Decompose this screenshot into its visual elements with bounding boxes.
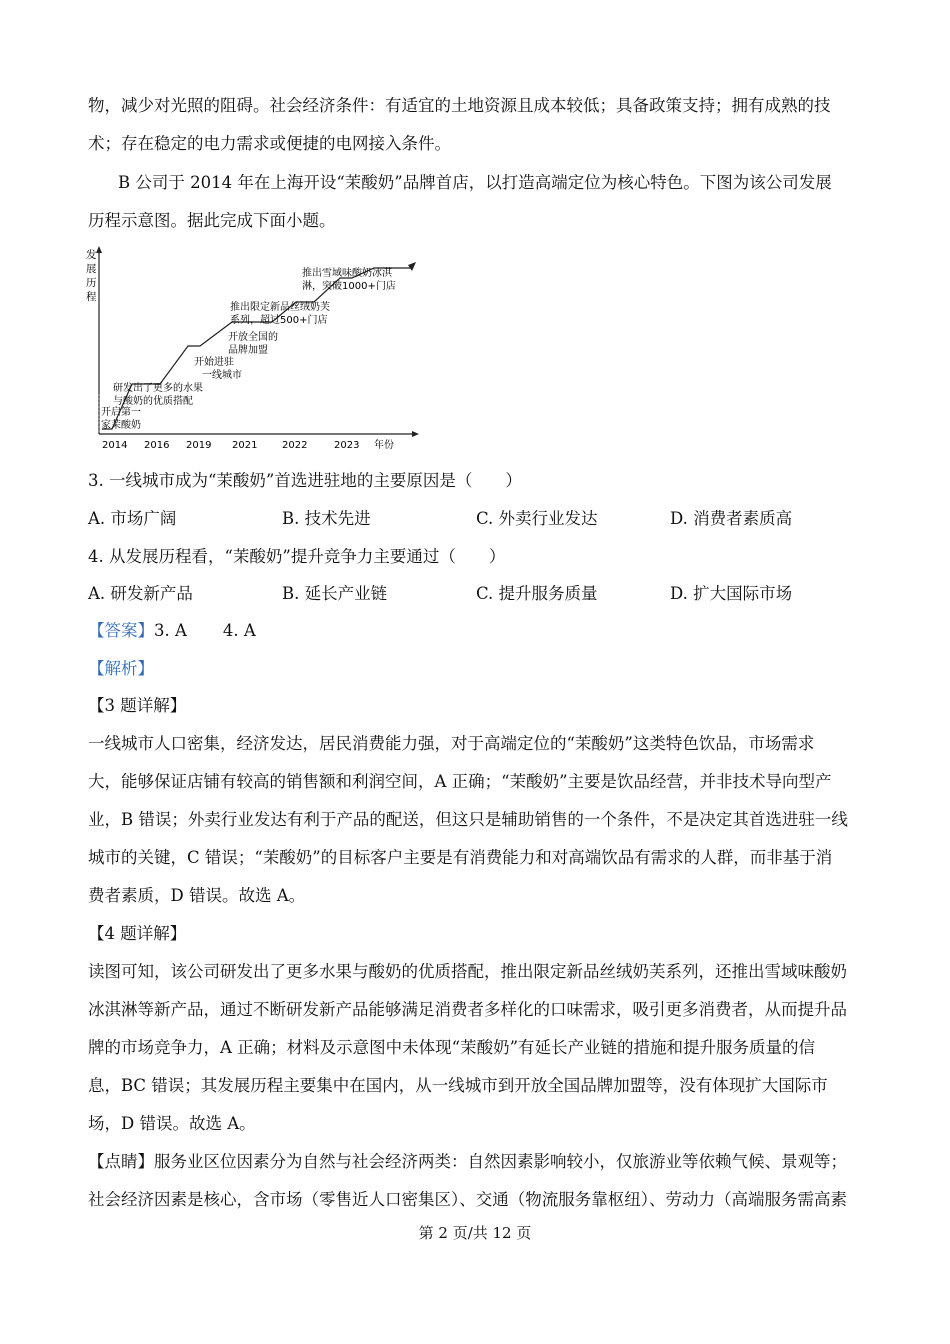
detail3-line-1: 大，能够保证店铺有较高的销售额和利润空间，A 正确；“茉酸奶”主要是饮品经营，并非技术导向型产 (88, 772, 832, 791)
event-2023-line-0: 推出雪域味酸奶冰淇 (302, 268, 392, 279)
x-axis-label: 年份 (374, 440, 394, 451)
x-axis-arrow (412, 431, 419, 437)
detail3-line-2: 业，B 错误；外卖行业发达有利于产品的配送，但这只是辅助销售的一个条件，不是决定其首选进驻一线 (88, 810, 848, 829)
development-timeline-chart (82, 244, 427, 456)
x-tick-2019: 2019 (186, 440, 212, 451)
q4-option-a[interactable]: A. 研发新产品 (88, 584, 193, 603)
intro-line-3: B 公司于 2014 年在上海开设“茉酸奶”品牌首店，以打造高端定位为核心特色。下图为该公司发展 (118, 173, 832, 192)
q4-option-d[interactable]: D. 扩大国际市场 (670, 584, 793, 603)
event-2019-line-0: 开始进驻 (194, 357, 234, 368)
q4-stem: 4. 从发展历程看，“茉酸奶”提升竞争力主要通过（ ） (88, 547, 506, 566)
tip-line-2: 社会经济因素是核心，含市场（零售近人口密集区）、交通（物流服务靠枢纽）、劳动力（高端服务需高素 (88, 1190, 847, 1209)
q4-option-b[interactable]: B. 延长产业链 (282, 584, 388, 603)
detail3-line-4: 费者素质，D 错误。故选 A。 (88, 886, 306, 905)
event-2019-line-1: 一线城市 (202, 370, 242, 381)
x-tick-2023: 2023 (334, 440, 360, 451)
event-2021-line-1: 品牌加盟 (228, 345, 268, 356)
tip-row-1 (88, 1151, 868, 1173)
tip-label: 【点睛】 (88, 1152, 154, 1171)
detail4-title: 【4 题详解】 (88, 924, 187, 943)
y-axis-label-char-3: 程 (86, 291, 97, 303)
page-footer: 第 2 页/共 12 页 (418, 1224, 532, 1242)
detail4-line-2: 牌的市场竞争力，A 正确；材料及示意图中未体现“茉酸奶”有延长产业链的措施和提升服务质量的信 (88, 1038, 816, 1057)
timeline-arrow-head (408, 262, 416, 271)
event-2022-line-0: 推出限定新品丝绒奶芙 (230, 302, 330, 313)
answer-row (88, 620, 868, 642)
q3-option-d[interactable]: D. 消费者素质高 (670, 509, 793, 528)
y-axis-arrow (96, 246, 102, 253)
x-tick-2016: 2016 (144, 440, 170, 451)
intro-line-2: 术；存在稳定的电力需求或便捷的电网接入条件。 (88, 134, 451, 153)
answer-4: 4. A (222, 621, 256, 640)
detail4-line-3: 息，BC 错误；其发展历程主要集中在国内，从一线城市到开放全国品牌加盟等，没有体现扩大国际市 (88, 1076, 828, 1095)
detail4-line-0: 读图可知，该公司研发出了更多水果与酸奶的优质搭配，推出限定新品丝绒奶芙系列，还推出雪域味酸奶 (88, 962, 847, 981)
y-axis-label-char-2: 历 (86, 277, 97, 289)
event-2023 (302, 266, 396, 292)
event-2022 (230, 300, 330, 326)
event-2021-line-0: 开放全国的 (228, 332, 278, 343)
detail3-line-3: 城市的关键，C 错误；“茉酸奶”的目标客户主要是有消费能力和对高端饮品有需求的人群，而非基于消 (88, 848, 833, 867)
event-2014-line-0: 开启第一 (101, 407, 141, 418)
event-2023-line-1: 淋，突破1000+门店 (302, 281, 396, 292)
y-axis-label-char-0: 发 (86, 249, 97, 261)
event-2016 (113, 381, 203, 407)
x-tick-2014: 2014 (102, 440, 128, 451)
intro-line-4: 历程示意图。据此完成下面小题。 (88, 211, 336, 230)
detail3-title: 【3 题详解】 (88, 696, 187, 715)
intro-line-1: 物，减少对光照的阻碍。社会经济条件：有适宜的土地资源且成本较低；具备政策支持；拥有成熟的技 (88, 96, 831, 115)
x-tick-2022: 2022 (282, 440, 308, 451)
detail4-line-1: 冰淇淋等新产品，通过不断研发新产品能够满足消费者多样化的口味需求，吸引更多消费者，从而提升品 (88, 1000, 847, 1019)
q3-stem: 3. 一线城市成为“茉酸奶”首选进驻地的主要原因是（ ） (88, 471, 522, 490)
detail3-line-0: 一线城市人口密集，经济发达，居民消费能力强，对于高端定位的“茉酸奶”这类特色饮品，市场需求 (88, 734, 815, 753)
answer-3: 3. A (154, 621, 187, 640)
event-2016-line-0: 研发出了更多的水果 (113, 383, 203, 394)
tip-line-1: 服务业区位因素分为自然与社会经济两类：自然因素影响较小，仅旅游业等依赖气候、景观等； (154, 1152, 847, 1171)
q3-option-a[interactable]: A. 市场广阔 (88, 509, 177, 528)
event-2014-line-1: 家茉酸奶 (101, 420, 141, 431)
q3-option-b[interactable]: B. 技术先进 (282, 509, 371, 528)
event-2022-line-1: 系列，超过500+门店 (230, 315, 328, 326)
q3-option-c[interactable]: C. 外卖行业发达 (476, 509, 598, 528)
y-axis-label-char-1: 展 (86, 263, 97, 275)
x-tick-2021: 2021 (232, 440, 258, 451)
detail4-line-4: 场，D 错误。故选 A。 (88, 1114, 256, 1133)
event-2019 (194, 355, 242, 381)
analysis-label: 【解析】 (88, 659, 154, 678)
event-2014 (101, 405, 141, 431)
event-2021 (228, 330, 278, 356)
event-2016-line-1: 与酸奶的优质搭配 (113, 396, 193, 407)
answer-label: 【答案】 (88, 621, 154, 640)
q4-option-c[interactable]: C. 提升服务质量 (476, 584, 598, 603)
